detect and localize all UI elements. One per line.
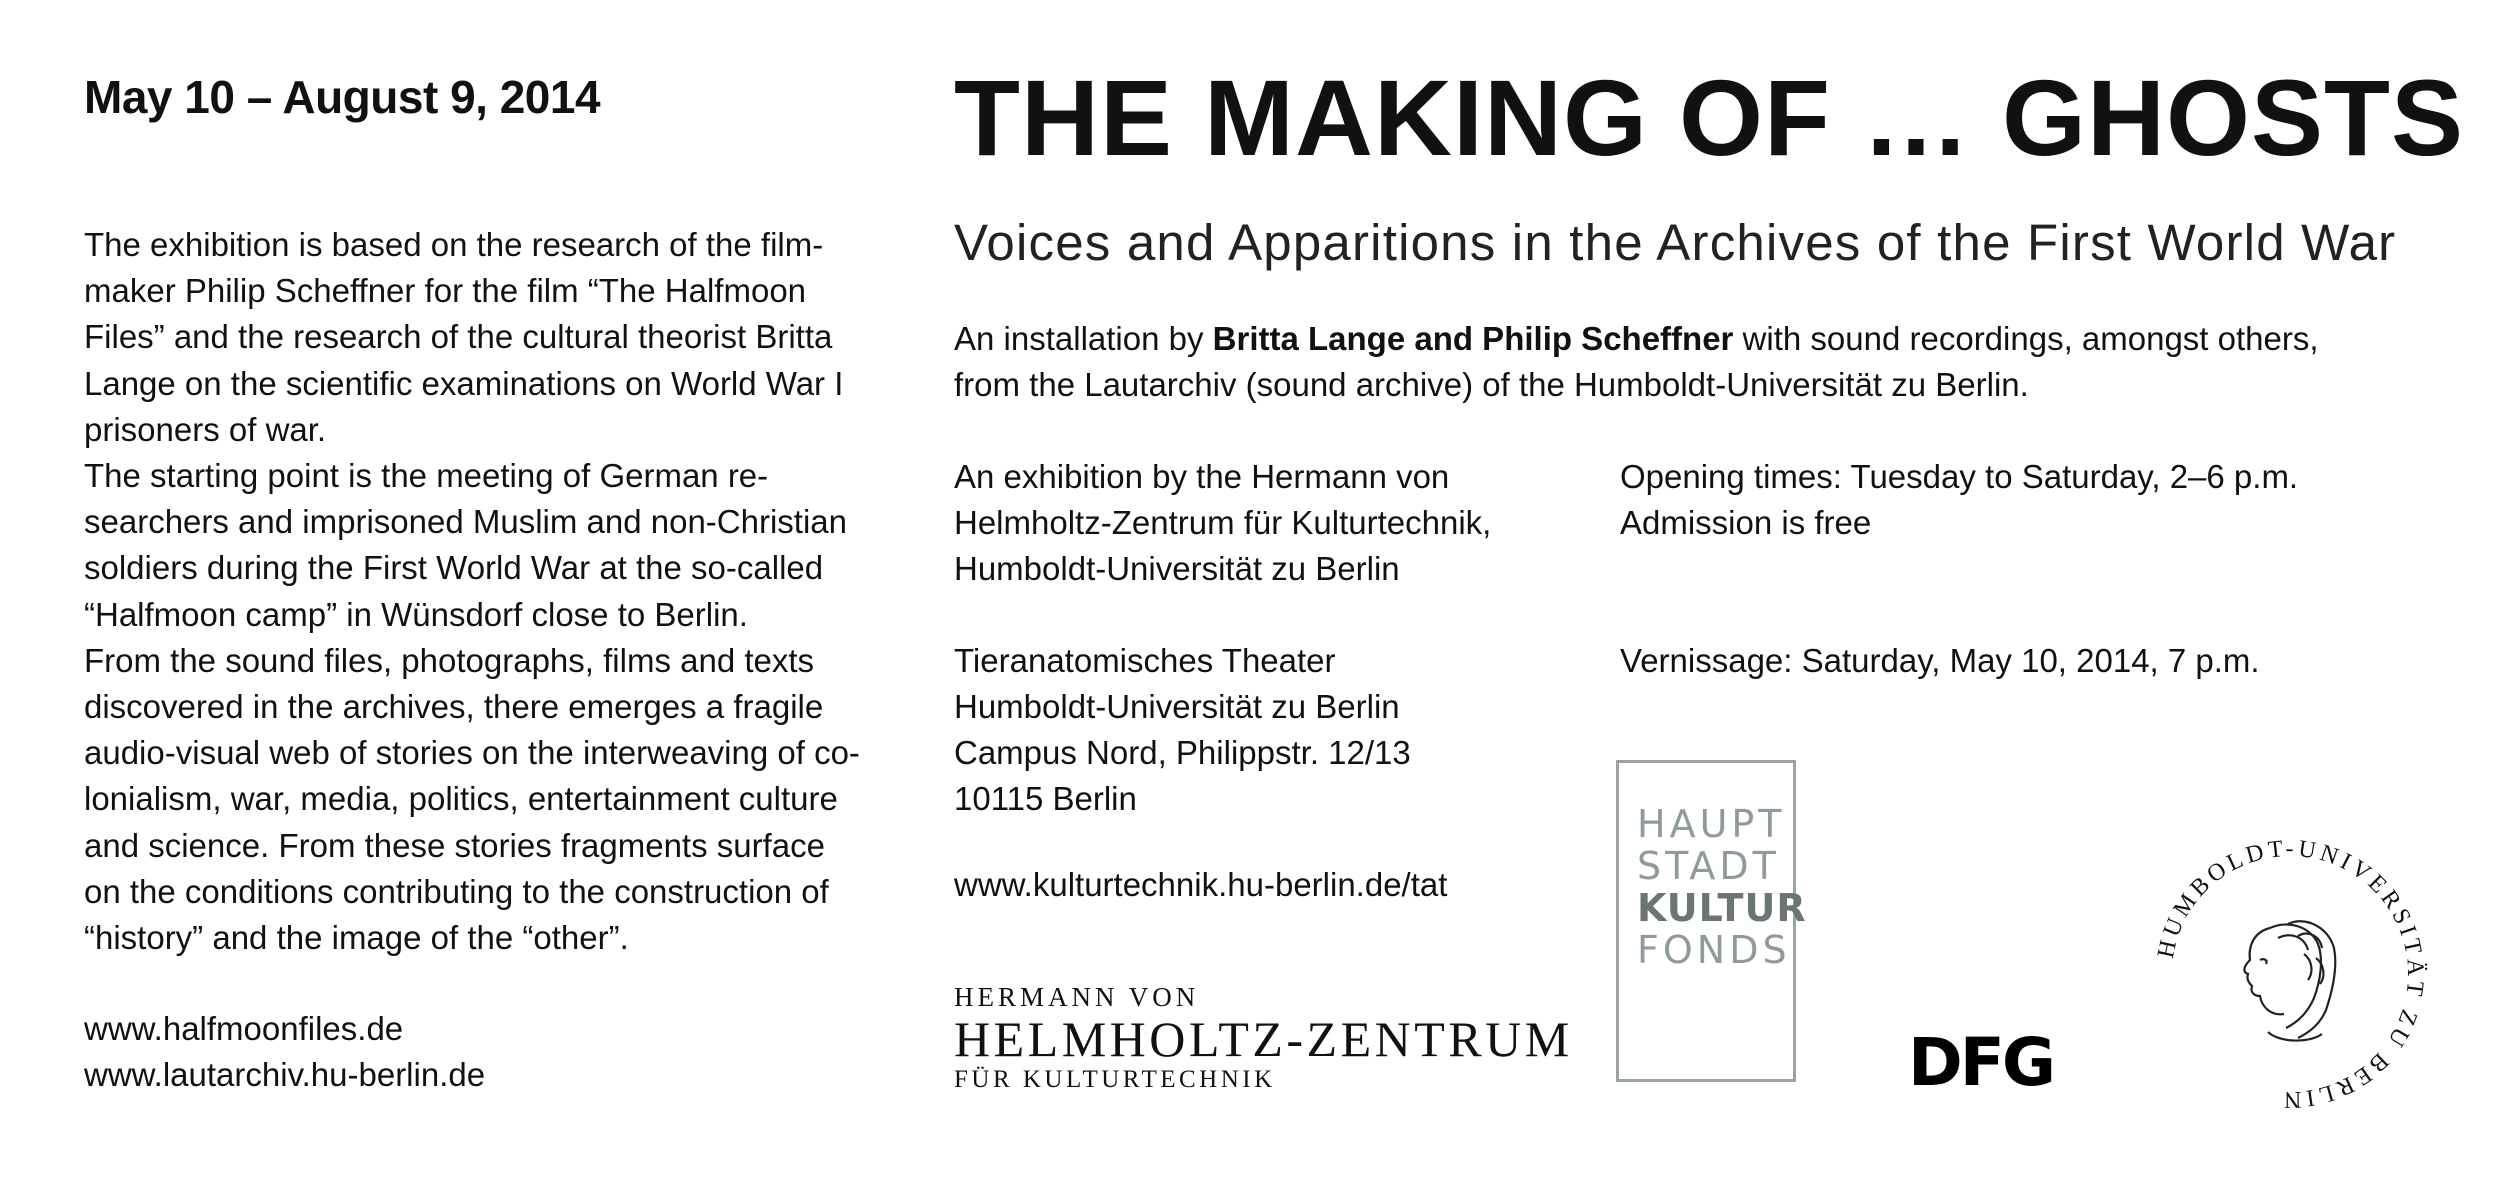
dfg-logo: DFG (1908, 1024, 2054, 1101)
description-line: searchers and imprisoned Muslim and non-Christian (84, 503, 848, 541)
halfmoonfiles-link[interactable]: www.halfmoonfiles.de (84, 1010, 404, 1047)
artists-names: Britta Lange and Philip Scheffner (1212, 320, 1734, 357)
description-line: Files” and the research of the cultural theorist Britta (84, 318, 833, 356)
exhibition-title: THE MAKING OF … GHOSTS (954, 57, 2465, 178)
opening-line: Admission is free (1620, 504, 1872, 541)
logo-line: KULTUR (1637, 886, 1807, 930)
description-line: and science. From these stories fragments surface (84, 826, 825, 864)
description-line: From the sound files, photographs, films and texts (84, 641, 815, 679)
logo-line: HAUPT (1637, 802, 1786, 846)
exhibition-dates: May 10 – August 9, 2014 (84, 71, 601, 123)
organizer-line: Helmholtz-Zentrum für Kulturtechnik, (954, 504, 1492, 541)
seal-text: HUMBOLDT-UNIVERSITÄT ZU BERLIN (2152, 835, 2429, 1113)
exhibition-subtitle: Voices and Apparitions in the Archives of the First World War (954, 214, 2397, 271)
description-line: audio-visual web of stories on the interweaving of co- (84, 734, 860, 772)
intro-text: with sound recordings, amongst others, (1733, 320, 2319, 357)
venue-block (954, 638, 1411, 822)
logo-line: HERMANN VON (954, 982, 1200, 1012)
description-line: soldiers during the First World War at the so-called (84, 549, 824, 587)
logo-line: HELMHOLTZ-ZENTRUM (954, 1011, 1573, 1067)
logo-line: FONDS (1637, 928, 1791, 972)
external-links (84, 1006, 485, 1098)
venue-line: 10115 Berlin (954, 780, 1137, 817)
description-line: discovered in the archives, there emerges a fragile (84, 688, 824, 726)
description-line: on the conditions contributing to the construction of (84, 872, 829, 910)
intro-text: from the Lautarchiv (sound archive) of the Humboldt-Universität zu Berlin. (954, 366, 2029, 403)
description-line: The starting point is the meeting of German re- (84, 457, 769, 495)
vernissage-info: Vernissage: Saturday, May 10, 2014, 7 p.m. (1620, 642, 2260, 679)
kulturtechnik-link[interactable]: www.kulturtechnik.hu-berlin.de/tat (954, 866, 1448, 903)
exhibition-description (84, 222, 914, 961)
opening-line: Opening times: Tuesday to Saturday, 2–6 p.m. (1620, 458, 2299, 495)
logo-line: FÜR KULTURTECHNIK (954, 1065, 1276, 1093)
hauptstadtkulturfonds-logo (1616, 760, 1807, 1082)
organizer-line: An exhibition by the Hermann von (954, 458, 1450, 495)
organizer-block (954, 454, 1491, 592)
logo-line: STADT (1637, 844, 1780, 888)
description-line: The exhibition is based on the research of the film- (84, 226, 824, 263)
organizer-line: Humboldt-Universität zu Berlin (954, 550, 1400, 587)
description-line: lonialism, war, media, politics, entertainment culture (84, 780, 838, 818)
humboldt-university-seal (2148, 832, 2432, 1116)
opening-block (1620, 454, 2298, 546)
intro-text: An installation by (954, 320, 1213, 357)
description-line: prisoners of war. (84, 410, 327, 448)
venue-line: Humboldt-Universität zu Berlin (954, 688, 1400, 725)
venue-line: Tieranatomisches Theater (954, 642, 1336, 679)
description-line: “Halfmoon camp” in Wünsdorf close to Berlin. (84, 595, 748, 633)
lautarchiv-link[interactable]: www.lautarchiv.hu-berlin.de (84, 1056, 486, 1093)
description-line: Lange on the scientific examinations on World War I (84, 364, 844, 402)
description-line: maker Philip Scheffner for the film “The Halfmoon (84, 272, 807, 310)
description-line: “history” and the image of the “other”. (84, 919, 629, 957)
installation-intro (954, 316, 2434, 408)
helmholtz-zentrum-logo (954, 982, 1573, 1094)
venue-line: Campus Nord, Philippstr. 12/13 (954, 734, 1411, 771)
humboldt-brothers-profile-icon (2244, 921, 2335, 1040)
